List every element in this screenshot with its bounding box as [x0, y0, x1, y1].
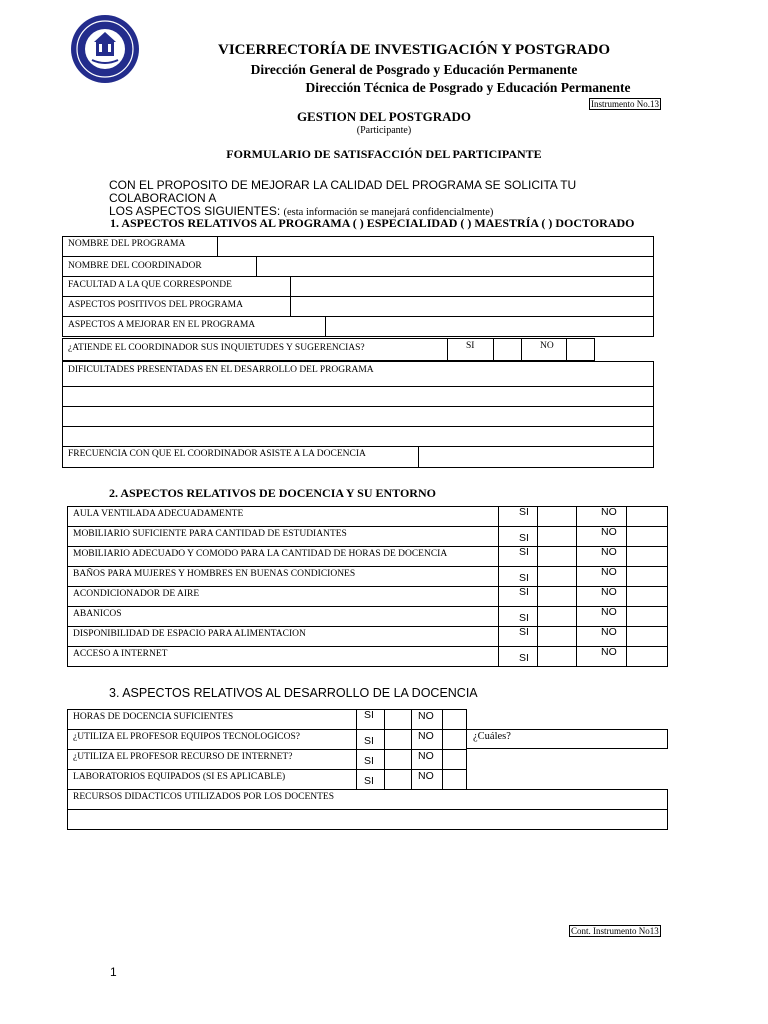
- section2-no-label-1: NO: [601, 526, 617, 538]
- section2-checkbox-si-2[interactable]: [537, 546, 577, 567]
- continuation-label: Cont. Instrumento No13: [571, 926, 659, 936]
- section2-checkbox-no-6[interactable]: [626, 626, 668, 647]
- intro-line-1: CON EL PROPOSITO DE MEJORAR LA CALIDAD DEL PROGRAMA SE SOLICITA TU COLABORACION A: [109, 178, 577, 205]
- label-si: SI: [466, 341, 475, 351]
- intro-text: [109, 179, 669, 219]
- section3-checkbox-no-0[interactable]: [442, 709, 467, 730]
- label-positive-aspects: ASPECTOS POSITIVOS DEL PROGRAMA: [68, 300, 243, 310]
- section3-si-label-2: SI: [364, 755, 374, 767]
- section2-no-label-7: NO: [601, 646, 617, 658]
- label-didactic-resources: RECURSOS DIDACTICOS UTILIZADOS POR LOS DOCENTES: [73, 792, 335, 802]
- section2-si-cell-4: [498, 586, 538, 607]
- label-coordinator-name: NOMBRE DEL COORDINADOR: [68, 261, 202, 271]
- intro-note: (esta información se manejará confidencialmente): [283, 207, 494, 218]
- section3-checkbox-no-3[interactable]: [442, 769, 467, 790]
- field-didactic-resources[interactable]: [67, 809, 668, 830]
- section3-checkbox-si-2[interactable]: [384, 749, 412, 770]
- section2-checkbox-no-7[interactable]: [626, 646, 668, 667]
- section2-si-label-5: SI: [519, 612, 529, 624]
- section3-row-label-2: ¿UTILIZA EL PROFESOR RECURSO DE INTERNET?: [73, 752, 293, 762]
- section3-no-label-2: NO: [418, 750, 434, 762]
- section3-checkbox-si-1[interactable]: [384, 729, 412, 750]
- section3-si-label-1: SI: [364, 735, 374, 747]
- intro-line-2: LOS ASPECTOS SIGUIENTES:: [109, 204, 284, 218]
- section2-row-label-3: BAÑOS PARA MUJERES Y HOMBRES EN BUENAS CONDICIONES: [73, 569, 356, 579]
- header-subtitle-general: Dirección General de Posgrado y Educación Permanente: [250, 62, 578, 77]
- section2-row-label-6: DISPONIBILIDAD DE ESPACIO PARA ALIMENTACION: [73, 629, 306, 639]
- section2-checkbox-no-3[interactable]: [626, 566, 668, 587]
- section3-checkbox-no-1[interactable]: [442, 729, 467, 750]
- section2-si-label-3: SI: [519, 572, 529, 584]
- page-number: 1: [110, 965, 117, 979]
- section3-si-label-0: SI: [364, 709, 374, 721]
- section3-title: 3. ASPECTOS RELATIVOS AL DESARROLLO DE LA DOCENCIA: [109, 686, 478, 700]
- section2-row-label-2: MOBILIARIO ADECUADO Y COMODO PARA LA CANTIDAD DE HORAS DE DOCENCIA: [73, 549, 448, 559]
- section2-si-cell-3: [498, 566, 538, 587]
- section2-si-label-2: SI: [519, 546, 529, 558]
- field-aspects-to-improve[interactable]: [325, 316, 654, 337]
- label-frequency: FRECUENCIA CON QUE EL COORDINADOR ASISTE A LA DOCENCIA: [68, 449, 366, 459]
- section2-row-label-4: ACONDICIONADOR DE AIRE: [73, 589, 200, 599]
- label-aspects-to-improve: ASPECTOS A MEJORAR EN EL PROGRAMA: [68, 320, 256, 330]
- participant-label: (Participante): [356, 125, 412, 136]
- section2-checkbox-no-4[interactable]: [626, 586, 668, 607]
- field-difficulties-line-2[interactable]: [62, 406, 654, 427]
- section2-si-label-4: SI: [519, 586, 529, 598]
- section2-row-label-1: MOBILIARIO SUFICIENTE PARA CANTIDAD DE ESTUDIANTES: [73, 529, 347, 539]
- label-coordinator-attends: ¿ATIENDE EL COORDINADOR SUS INQUIETUDES Y SUGERENCIAS?: [68, 343, 365, 353]
- section2-checkbox-si-5[interactable]: [537, 606, 577, 627]
- section2-si-label-6: SI: [519, 626, 529, 638]
- section2-si-label-7: SI: [519, 652, 529, 664]
- section2-checkbox-no-2[interactable]: [626, 546, 668, 567]
- section2-checkbox-no-1[interactable]: [626, 526, 668, 547]
- section2-checkbox-si-3[interactable]: [537, 566, 577, 587]
- section2-no-label-2: NO: [601, 546, 617, 558]
- section2-si-cell-5: [498, 606, 538, 627]
- checkbox-attends-si[interactable]: [493, 338, 522, 361]
- section2-checkbox-si-7[interactable]: [537, 646, 577, 667]
- section2-si-cell-6: [498, 626, 538, 647]
- section3-checkbox-si-0[interactable]: [384, 709, 412, 730]
- section3-no-label-0: NO: [418, 710, 434, 722]
- label-program-name: NOMBRE DEL PROGRAMA: [68, 239, 186, 249]
- section3-checkbox-si-3[interactable]: [384, 769, 412, 790]
- label-difficulties: DIFICULTADES PRESENTADAS EN EL DESARROLLO DEL PROGRAMA: [68, 365, 374, 375]
- field-program-name[interactable]: [217, 236, 654, 257]
- section3-row-label-1: ¿UTILIZA EL PROFESOR EQUIPOS TECNOLOGICOS?: [73, 732, 300, 742]
- field-frequency[interactable]: [418, 446, 654, 468]
- field-difficulties-line-3[interactable]: [62, 426, 654, 447]
- section2-si-cell-0: [498, 506, 538, 527]
- section2-row-label-5: ABANICOS: [73, 609, 122, 619]
- section2-si-label-1: SI: [519, 532, 529, 544]
- field-difficulties-line-1[interactable]: [62, 386, 654, 407]
- section2-checkbox-no-0[interactable]: [626, 506, 668, 527]
- form-title: FORMULARIO DE SATISFACCIÓN DEL PARTICIPANTE: [226, 147, 542, 161]
- instrument-number: Instrumento No.13: [591, 99, 659, 109]
- section3-no-label-1: NO: [418, 730, 434, 742]
- section2-checkbox-si-6[interactable]: [537, 626, 577, 647]
- header-title: VICERRECTORÍA DE INVESTIGACIÓN Y POSTGRADO: [217, 42, 610, 58]
- section2-no-label-4: NO: [601, 586, 617, 598]
- section2-si-cell-7: [498, 646, 538, 667]
- section2-si-cell-2: [498, 546, 538, 567]
- section3-row-label-3: LABORATORIOS EQUIPADOS (SI ES APLICABLE): [73, 772, 286, 782]
- field-positive-aspects[interactable]: [290, 296, 654, 317]
- section2-no-label-5: NO: [601, 606, 617, 618]
- label-faculty: FACULTAD A LA QUE CORRESPONDE: [68, 280, 232, 290]
- section2-si-cell-1: [498, 526, 538, 547]
- section3-no-label-3: NO: [418, 770, 434, 782]
- label-which: ¿Cuáles?: [473, 731, 511, 742]
- section3-row-label-0: HORAS DE DOCENCIA SUFICIENTES: [73, 712, 234, 722]
- section2-checkbox-si-4[interactable]: [537, 586, 577, 607]
- section2-no-label-0: NO: [601, 506, 617, 518]
- field-coordinator-name[interactable]: [256, 256, 654, 277]
- field-faculty[interactable]: [290, 276, 654, 297]
- section2-no-label-3: NO: [601, 566, 617, 578]
- section2-checkbox-si-1[interactable]: [537, 526, 577, 547]
- section3-checkbox-no-2[interactable]: [442, 749, 467, 770]
- section2-no-label-6: NO: [601, 626, 617, 638]
- section2-row-label-0: AULA VENTILADA ADECUADAMENTE: [73, 509, 244, 519]
- section2-title: 2. ASPECTOS RELATIVOS DE DOCENCIA Y SU ENTORNO: [109, 486, 436, 500]
- checkbox-attends-no[interactable]: [566, 338, 595, 361]
- section2-row-label-7: ACCESO A INTERNET: [73, 649, 168, 659]
- section2-checkbox-si-0[interactable]: [537, 506, 577, 527]
- section2-row-label-cell-5: [67, 606, 499, 627]
- section2-si-label-0: SI: [519, 506, 529, 518]
- section3-si-label-3: SI: [364, 775, 374, 787]
- section1-title: 1. ASPECTOS RELATIVOS AL PROGRAMA ( ) ESPECIALIDAD ( ) MAESTRÍA ( ) DOCTORADO: [110, 216, 635, 230]
- header-subtitle-technical: Dirección Técnica de Posgrado y Educación Permanente: [305, 80, 631, 95]
- section2-checkbox-no-5[interactable]: [626, 606, 668, 627]
- label-no: NO: [540, 341, 554, 351]
- section-title: GESTION DEL POSTGRADO: [296, 109, 472, 124]
